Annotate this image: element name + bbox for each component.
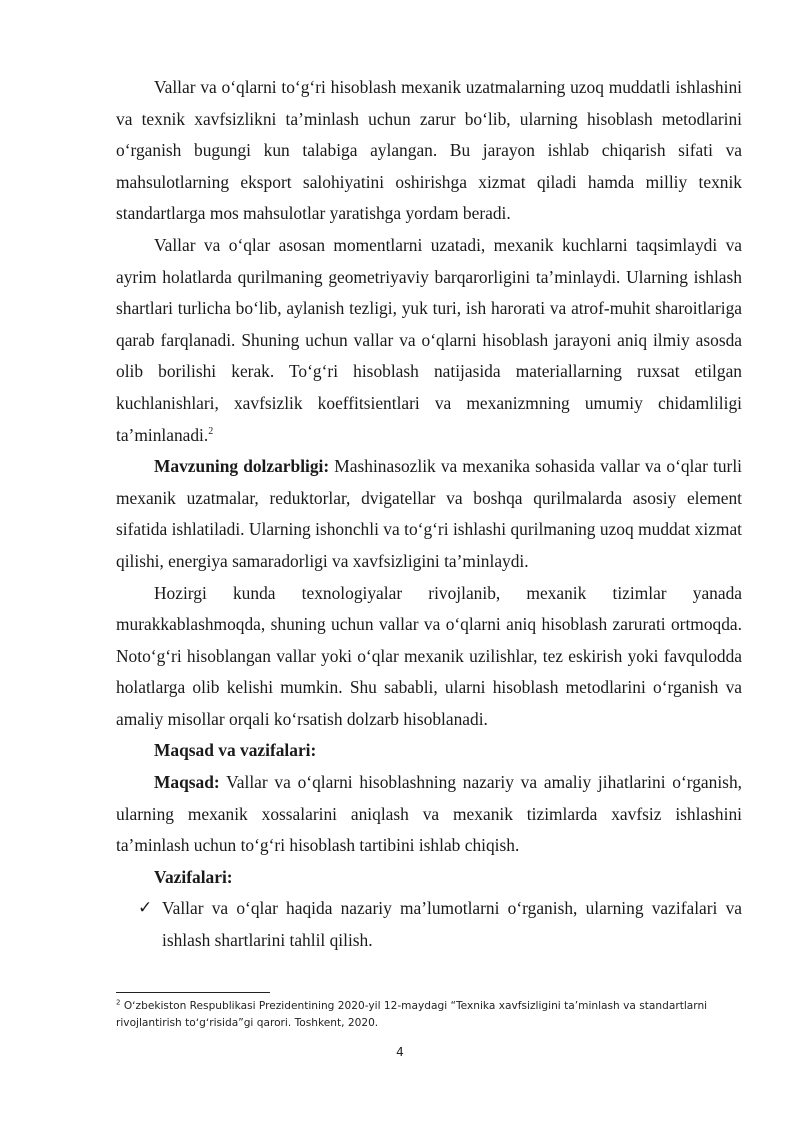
- footnote-reference[interactable]: 2: [208, 425, 214, 437]
- paragraph-2: [116, 230, 742, 451]
- page-number: 4: [396, 1045, 404, 1059]
- paragraph-1: [116, 72, 742, 230]
- tasks-heading: Vazifalari:: [154, 866, 233, 887]
- goals-heading: Maqsad va vazifalari:: [154, 740, 317, 761]
- paragraph-goal: [116, 767, 742, 862]
- footnote-number: 2: [116, 998, 121, 1007]
- tasks-list: [116, 893, 742, 956]
- paragraph-4: [116, 578, 742, 736]
- footnote: [116, 998, 736, 1032]
- paragraph-relevance: [116, 451, 742, 577]
- body-text: [116, 72, 742, 957]
- task-text: Vallar va oʻqlar haqida nazariy maʼlumotlarni oʻrganish, ularning vazifalari va ishlash shartlarini tahlil qilish.: [162, 898, 742, 951]
- relevance-label: Mavzuning dolzarbligi:: [154, 456, 330, 477]
- paragraph-2-text: Vallar va oʻqlar asosan momentlarni uzatadi, mexanik kuchlarni taqsimlaydi va ayrim holatlarda qurilmaning geometriyaviy barqarorligini taʼminlaydi. Ularning ishlash shartlari turlicha boʻlib, aylanish tezligi, yuk turi, ish harorati va atrof-muhit sharoitlariga qarab farqlanadi. Shuning uchun vallar va oʻqlarni hisoblash jarayoni aniq ilmiy asosda olib borilishi kerak. Toʻgʻri hisoblash natijasida materiallarning ruxsat etilgan kuchlanishlari, xavfsizlik koeffitsientlari va mexanizmning umumiy chidamliligi taʼminlanadi.: [116, 234, 742, 445]
- paragraph-4-text: Hozirgi kunda texnologiyalar rivojlanib, mexanik tizimlar yanada murakkablashmoqda, shuning uchun vallar va oʻqlarni aniq hisoblash zarurati ortmoqda. Notoʻgʻri hisoblangan vallar yoki oʻqlar mexanik uzilishlar, tez eskirish yoki favqulodda holatlarga olib kelishi mumkin. Shu sababli, ularni hisoblash metodlarini oʻrganish va amaliy misollar orqali koʻrsatish dolzarb hisoblanadi.: [116, 582, 742, 729]
- goal-label: Maqsad:: [154, 772, 220, 793]
- footnote-text: Oʻzbekiston Respublikasi Prezidentining 2020-yil 12-maydagi “Texnika xavfsizligini taʼminlash va standartlarni rivojlantirish toʻgʻrisida”gi qarori. Toshkent, 2020.: [116, 1000, 708, 1029]
- checkmark-icon: ✓: [138, 898, 153, 919]
- paragraph-1-text: Vallar va oʻqlarni toʻgʻri hisoblash mexanik uzatmalarning uzoq muddatli ishlashini va texnik xavfsizlikni taʼminlash uchun zarur boʻlib, ularning hisoblash metodlarini oʻrganish bugungi kun talabiga aylangan. Bu jarayon ishlab chiqarish sifati va mahsulotlarning eksport salohiyatini oshirishga xizmat qiladi hamda milliy texnik standartlarga mos mahsulotlar yaratishga yordam beradi.: [116, 77, 742, 224]
- footnote-separator: [116, 992, 270, 993]
- list-item: [116, 893, 742, 956]
- goal-text: Vallar va oʻqlarni hisoblashning nazariy va amaliy jihatlarini oʻrganish, ularning mexanik xossalarini aniqlash va mexanik tizimlarda xavfsiz ishlashini taʼminlash uchun toʻgʻri hisoblash tartibini ishlab chiqish.: [116, 772, 742, 856]
- relevance-text: Mashinasozlik va mexanika sohasida vallar va oʻqlar turli mexanik uzatmalar, reduktorlar, dvigatellar va boshqa qurilmalarda asosiy element sifatida ishlatiladi. Ularning ishonchli va toʻgʻri ishlashi qurilmaning uzoq muddat xizmat qilishi, energiya samaradorligi va xavfsizligini taʼminlaydi.: [116, 456, 743, 571]
